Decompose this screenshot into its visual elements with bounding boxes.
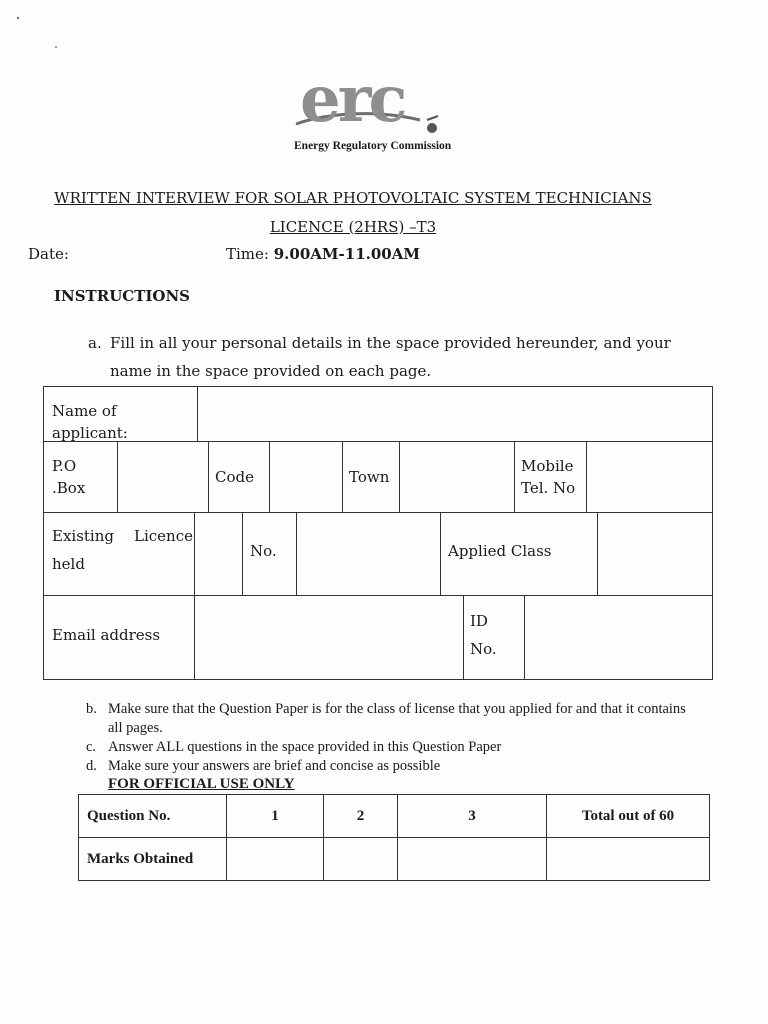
town-field[interactable]: [399, 441, 515, 513]
applicant-details-form: [43, 386, 713, 680]
code-label-cell: [208, 441, 270, 513]
email-label-cell: [43, 595, 195, 680]
question-3-header: 3: [398, 795, 547, 838]
logo-wordmark: erc: [300, 62, 405, 137]
held-label: held: [52, 555, 85, 573]
instruction-c: [86, 738, 686, 757]
id-no-label-cell: [463, 595, 525, 680]
code-field[interactable]: [269, 441, 343, 513]
instruction-c-marker: c.: [86, 739, 97, 755]
marks-table: [78, 794, 710, 881]
po-box-label-cell: [43, 441, 118, 513]
licence-no-label: No.: [250, 542, 277, 560]
organization-name: Energy Regulatory Commission: [294, 140, 452, 152]
instruction-a-line1: Fill in all your personal details in the space provided hereunder, and your: [110, 334, 671, 352]
applied-class-field[interactable]: [597, 512, 713, 596]
marks-q2-field[interactable]: [324, 838, 398, 881]
instruction-c-text: Answer ALL questions in the space provided in this Question Paper: [108, 739, 502, 755]
email-field[interactable]: [194, 595, 464, 680]
marks-q3-field[interactable]: [398, 838, 547, 881]
instruction-list: [86, 700, 686, 776]
question-2-header: 2: [324, 795, 398, 838]
town-label-cell: [342, 441, 400, 513]
time-value: 9.00AM-11.00AM: [273, 245, 420, 263]
instruction-a-marker: a.: [88, 334, 102, 352]
name-label-cell: [43, 386, 198, 442]
instruction-a: [88, 329, 682, 385]
licence-no-label-cell: [242, 512, 297, 596]
mobile-field[interactable]: [586, 441, 713, 513]
time-label: Time:: [226, 245, 269, 263]
existing-label: Existing: [52, 527, 114, 545]
instruction-d-text: Make sure your answers are brief and concise as possible: [108, 758, 441, 774]
email-label: Email address: [52, 626, 161, 644]
mobile-label-cell: [514, 441, 587, 513]
page-title: WRITTEN INTERVIEW FOR SOLAR PHOTOVOLTAIC SYSTEM TECHNICIANS: [54, 189, 652, 207]
po-box-field[interactable]: [117, 441, 209, 513]
question-no-label: Question No.: [79, 795, 227, 838]
instruction-b-marker: b.: [86, 701, 97, 717]
licence-label: Licence: [134, 527, 193, 545]
id-no-label: No.: [470, 640, 497, 658]
applied-class-label-cell: [440, 512, 598, 596]
marks-obtained-row: [79, 838, 710, 881]
instruction-d: [86, 757, 686, 776]
question-1-header: 1: [227, 795, 324, 838]
applied-class-label: Applied Class: [448, 542, 552, 560]
licence-no-field[interactable]: [296, 512, 441, 596]
town-label: Town: [349, 468, 390, 486]
instruction-d-marker: d.: [86, 758, 97, 774]
tel-no-label: Tel. No: [521, 479, 576, 497]
name-label: Name of applicant:: [52, 402, 128, 442]
instruction-b-text: Make sure that the Question Paper is for the class of license that you applied for and that it contains all pages.: [108, 701, 686, 736]
po-label: P.O: [52, 457, 77, 475]
marks-header-row: [79, 795, 710, 838]
id-label: ID: [470, 612, 488, 630]
instruction-b: [86, 700, 686, 738]
official-use-heading: FOR OFFICIAL USE ONLY: [108, 776, 295, 792]
existing-licence-label-cell: [43, 512, 195, 596]
time-line: [226, 245, 420, 263]
id-no-field[interactable]: [524, 595, 713, 680]
mobile-label: Mobile: [521, 457, 574, 475]
date-label: Date:: [28, 245, 69, 263]
marks-obtained-label: Marks Obtained: [79, 838, 227, 881]
box-label: .Box: [52, 479, 86, 497]
marks-q1-field[interactable]: [227, 838, 324, 881]
erc-logo: [290, 62, 490, 162]
instructions-heading: INSTRUCTIONS: [54, 287, 190, 305]
page-subtitle: LICENCE (2HRS) –T3: [269, 218, 437, 236]
marks-total-field[interactable]: [547, 838, 710, 881]
total-header: Total out of 60: [547, 795, 710, 838]
code-label: Code: [215, 468, 254, 486]
existing-licence-field[interactable]: [194, 512, 243, 596]
instruction-a-line2: name in the space provided on each page.: [110, 362, 432, 380]
name-field[interactable]: [197, 386, 713, 442]
